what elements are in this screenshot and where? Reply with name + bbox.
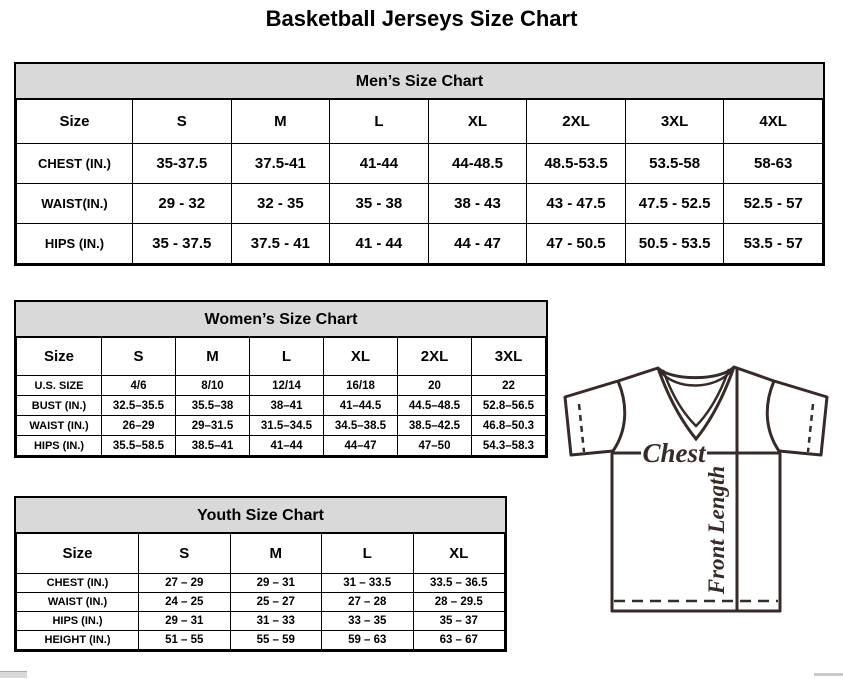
measurement-value-cell: 44.5–48.5	[398, 396, 472, 416]
measurement-value-cell: 29 – 31	[230, 574, 322, 593]
size-column-cell: M	[231, 100, 330, 144]
page-title: Basketball Jerseys Size Chart	[265, 6, 578, 31]
measurement-value-cell: 38.5–41	[176, 436, 250, 456]
measurement-value-cell: 35 - 37.5	[133, 224, 232, 264]
size-column-cell: S	[102, 338, 176, 376]
measurement-value-cell: 31.5–34.5	[250, 416, 324, 436]
measurement-value-cell: 55 – 59	[230, 631, 322, 650]
chest-label: Chest	[642, 438, 706, 468]
size-column-cell: M	[176, 338, 250, 376]
size-column-cell: S	[139, 534, 231, 574]
row-label-cell: BUST (IN.)	[17, 396, 102, 416]
measurement-value-cell: 34.5–38.5	[324, 416, 398, 436]
row-label-cell: WAIST (IN.)	[17, 593, 139, 612]
measurement-row	[17, 416, 546, 436]
row-label-cell: U.S. SIZE	[17, 376, 102, 396]
front-length-label: Front Length	[704, 465, 729, 595]
measurement-value-cell: 35-37.5	[133, 144, 232, 184]
measurement-value-cell: 31 – 33.5	[322, 574, 414, 593]
measurement-value-cell: 53.5 - 57	[724, 224, 823, 264]
measurement-value-cell: 27 – 28	[322, 593, 414, 612]
measurement-row	[17, 184, 823, 224]
measurement-value-cell: 22	[472, 376, 546, 396]
size-header-row	[17, 534, 505, 574]
youth-size-table	[16, 533, 505, 650]
size-column-cell: L	[322, 534, 414, 574]
measurement-value-cell: 38–41	[250, 396, 324, 416]
measurement-value-cell: 47–50	[398, 436, 472, 456]
youth-size-chart	[14, 496, 507, 652]
measurement-value-cell: 51 – 55	[139, 631, 231, 650]
measurement-value-cell: 47.5 - 52.5	[625, 184, 724, 224]
measurement-value-cell: 32.5–35.5	[102, 396, 176, 416]
size-column-cell: 2XL	[527, 100, 626, 144]
table-title: Men’s Size Chart	[16, 64, 823, 99]
measurement-value-cell: 29–31.5	[176, 416, 250, 436]
measurement-value-cell: 48.5-53.5	[527, 144, 626, 184]
measurement-value-cell: 44–47	[324, 436, 398, 456]
measurement-value-cell: 46.8–50.3	[472, 416, 546, 436]
row-label-cell: HIPS (IN.)	[17, 224, 133, 264]
jersey-outline	[565, 367, 827, 611]
row-label-cell: HEIGHT (IN.)	[17, 631, 139, 650]
measurement-value-cell: 41-44	[330, 144, 429, 184]
measurement-value-cell: 38.5–42.5	[398, 416, 472, 436]
measurement-value-cell: 20	[398, 376, 472, 396]
measurement-value-cell: 52.8–56.5	[472, 396, 546, 416]
measurement-value-cell: 41 - 44	[330, 224, 429, 264]
size-column-cell: XL	[324, 338, 398, 376]
measurement-value-cell: 29 - 32	[133, 184, 232, 224]
measurement-value-cell: 26–29	[102, 416, 176, 436]
row-label-cell: HIPS (IN.)	[17, 436, 102, 456]
measurement-value-cell: 63 – 67	[413, 631, 505, 650]
size-header-row	[17, 338, 546, 376]
measurement-value-cell: 35.5–38	[176, 396, 250, 416]
measurement-value-cell: 58-63	[724, 144, 823, 184]
measurement-value-cell: 37.5 - 41	[231, 224, 330, 264]
size-label-cell: Size	[17, 338, 102, 376]
size-column-cell: S	[133, 100, 232, 144]
measurement-row	[17, 144, 823, 184]
measurement-row	[17, 436, 546, 456]
measurement-value-cell: 33 – 35	[322, 612, 414, 631]
measurement-value-cell: 24 – 25	[139, 593, 231, 612]
size-column-cell: L	[250, 338, 324, 376]
measurement-value-cell: 41–44.5	[324, 396, 398, 416]
measurement-value-cell: 44 - 47	[428, 224, 527, 264]
measurement-value-cell: 53.5-58	[625, 144, 724, 184]
measurement-row	[17, 612, 505, 631]
size-header-row	[17, 100, 823, 144]
measurement-value-cell: 16/18	[324, 376, 398, 396]
measurement-value-cell: 12/14	[250, 376, 324, 396]
size-column-cell: XL	[428, 100, 527, 144]
size-column-cell: 3XL	[472, 338, 546, 376]
measurement-row	[17, 396, 546, 416]
row-label-cell: CHEST (IN.)	[17, 574, 139, 593]
womens-size-chart	[14, 300, 548, 458]
size-column-cell: XL	[413, 534, 505, 574]
measurement-value-cell: 35 – 37	[413, 612, 505, 631]
mens-size-table	[16, 99, 823, 264]
row-label-cell: CHEST (IN.)	[17, 144, 133, 184]
measurement-row	[17, 593, 505, 612]
size-column-cell: M	[230, 534, 322, 574]
table-title: Youth Size Chart	[16, 498, 505, 533]
measurement-value-cell: 33.5 – 36.5	[413, 574, 505, 593]
measurement-value-cell: 25 – 27	[230, 593, 322, 612]
measurement-value-cell: 4/6	[102, 376, 176, 396]
size-label-cell: Size	[17, 534, 139, 574]
size-column-cell: L	[330, 100, 429, 144]
measurement-value-cell: 29 – 31	[139, 612, 231, 631]
jersey-measurement-diagram	[556, 360, 840, 630]
measurement-value-cell: 41–44	[250, 436, 324, 456]
measurement-row	[17, 574, 505, 593]
jersey-diagram-svg	[556, 360, 840, 630]
measurement-value-cell: 50.5 - 53.5	[625, 224, 724, 264]
measurement-value-cell: 35.5–58.5	[102, 436, 176, 456]
measurement-value-cell: 44-48.5	[428, 144, 527, 184]
measurement-value-cell: 52.5 - 57	[724, 184, 823, 224]
measurement-value-cell: 38 - 43	[428, 184, 527, 224]
mens-size-chart	[14, 62, 825, 266]
measurement-value-cell: 32 - 35	[231, 184, 330, 224]
measurement-value-cell: 31 – 33	[230, 612, 322, 631]
womens-size-table	[16, 337, 546, 456]
measurement-value-cell: 43 - 47.5	[527, 184, 626, 224]
scrollbar-fragment-left[interactable]	[0, 671, 27, 678]
size-column-cell: 3XL	[625, 100, 724, 144]
measurement-value-cell: 8/10	[176, 376, 250, 396]
measurement-row	[17, 224, 823, 264]
size-label-cell: Size	[17, 100, 133, 144]
size-column-cell: 2XL	[398, 338, 472, 376]
measurement-value-cell: 54.3–58.3	[472, 436, 546, 456]
scrollbar-fragment-right[interactable]	[814, 673, 843, 676]
row-label-cell: HIPS (IN.)	[17, 612, 139, 631]
measurement-value-cell: 27 – 29	[139, 574, 231, 593]
measurement-value-cell: 59 – 63	[322, 631, 414, 650]
row-label-cell: WAIST(IN.)	[17, 184, 133, 224]
row-label-cell: WAIST (IN.)	[17, 416, 102, 436]
size-column-cell: 4XL	[724, 100, 823, 144]
measurement-value-cell: 37.5-41	[231, 144, 330, 184]
measurement-value-cell: 47 - 50.5	[527, 224, 626, 264]
measurement-row	[17, 376, 546, 396]
table-title: Women’s Size Chart	[16, 302, 546, 337]
measurement-value-cell: 28 – 29.5	[413, 593, 505, 612]
measurement-row	[17, 631, 505, 650]
measurement-value-cell: 35 - 38	[330, 184, 429, 224]
